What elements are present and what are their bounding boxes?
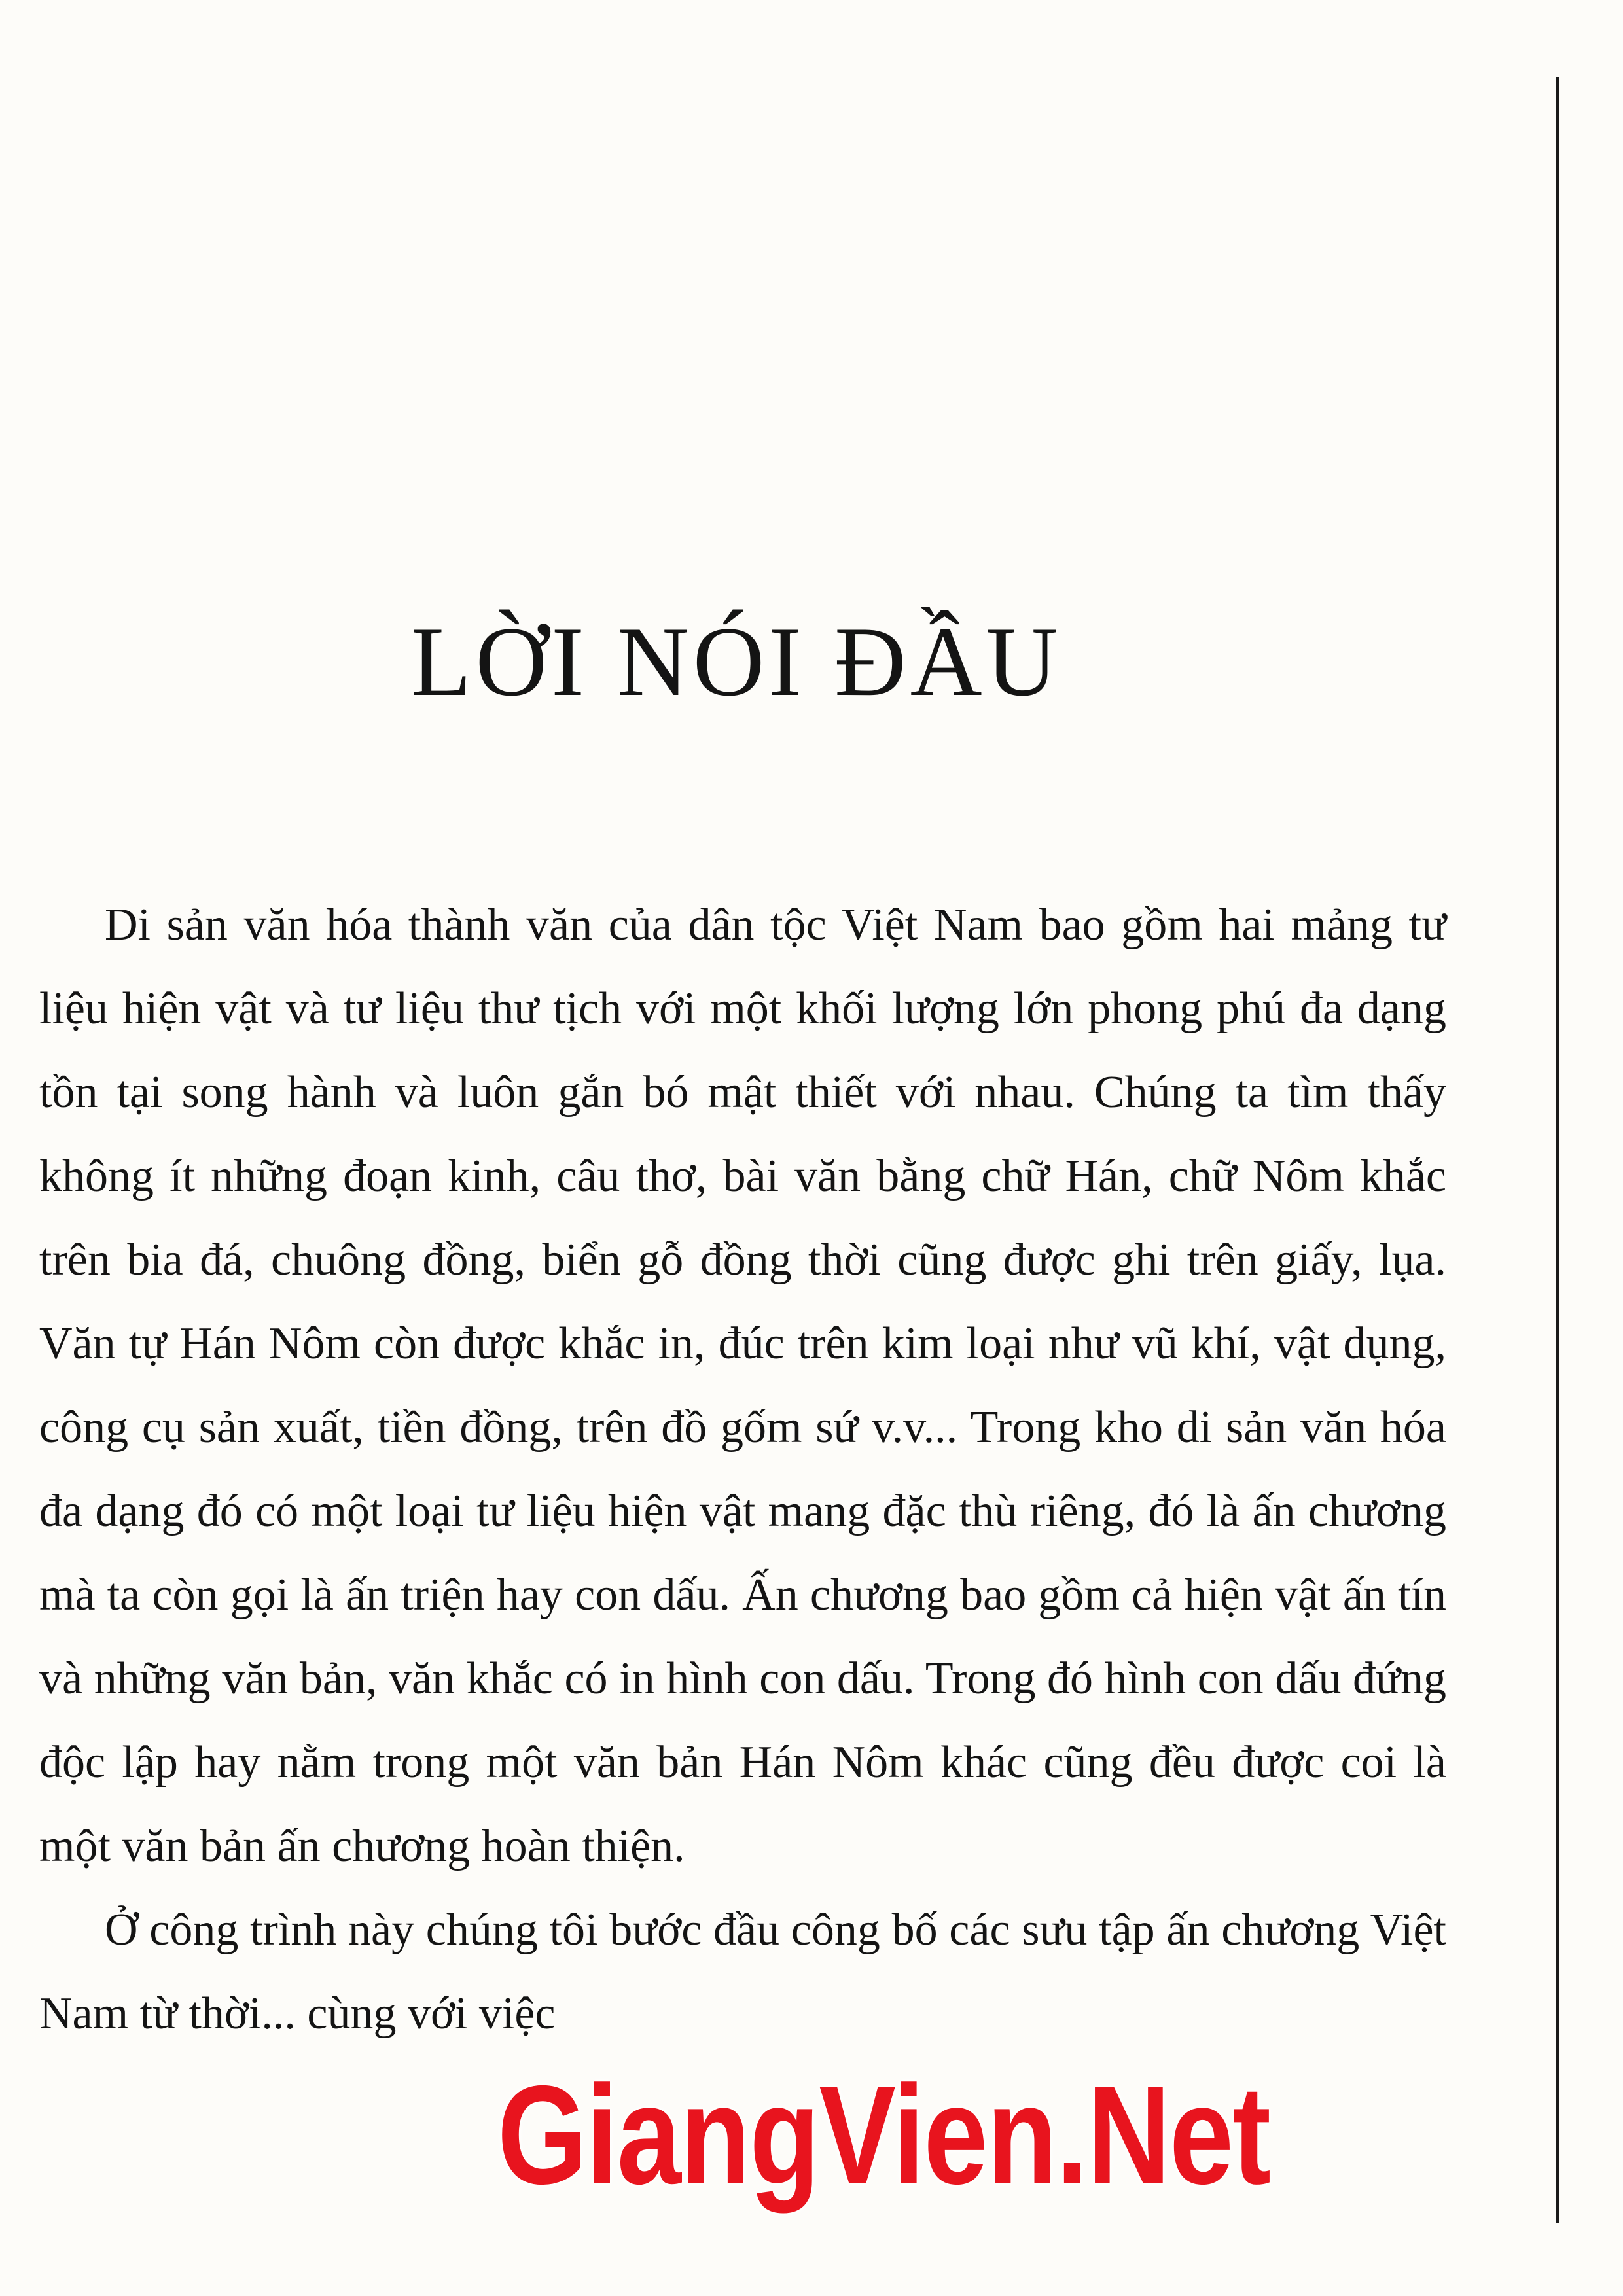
- watermark: GiangVien.Net: [497, 2056, 1270, 2214]
- page-edge-line: [1556, 77, 1559, 2223]
- document-body: [39, 883, 1446, 2056]
- page-title: LỜI NÓI ĐẦU: [410, 607, 1062, 716]
- paragraph-2: Ở công trình này chúng tôi bước đầu công bố các sưu tập ấn chương Việt Nam từ thời... cùng với việc: [39, 1905, 1446, 2039]
- paragraph-1: Di sản văn hóa thành văn của dân tộc Việt Nam bao gồm hai mảng tư liệu hiện vật và tư liệu thư tịch với một khối lượng lớn phong phú đa dạng tồn tại song hành và luôn gắn bó mật thiết với nhau. Chúng ta tìm thấy không ít những đoạn kinh, câu thơ, bài văn bằng chữ Hán, chữ Nôm khắc trên bia đá, chuông đồng, biển gỗ đồng thời cũng được ghi trên giấy, lụa. Văn tự Hán Nôm còn được khắc in, đúc trên kim loại như vũ khí, vật dụng, công cụ sản xuất, tiền đồng, trên đồ gốm sứ v.v... Trong kho di sản văn hóa đa dạng đó có một loại tư liệu hiện vật mang đặc thù riêng, đó là ấn chương mà ta còn gọi là ấn triện hay con dấu. Ấn chương bao gồm cả hiện vật ấn tín và những văn bản, văn khắc có in hình con dấu. Trong đó hình con dấu đứng độc lập hay nằm trong một văn bản Hán Nôm khác cũng đều được coi là một văn bản ấn chương hoàn thiện.: [39, 900, 1446, 1871]
